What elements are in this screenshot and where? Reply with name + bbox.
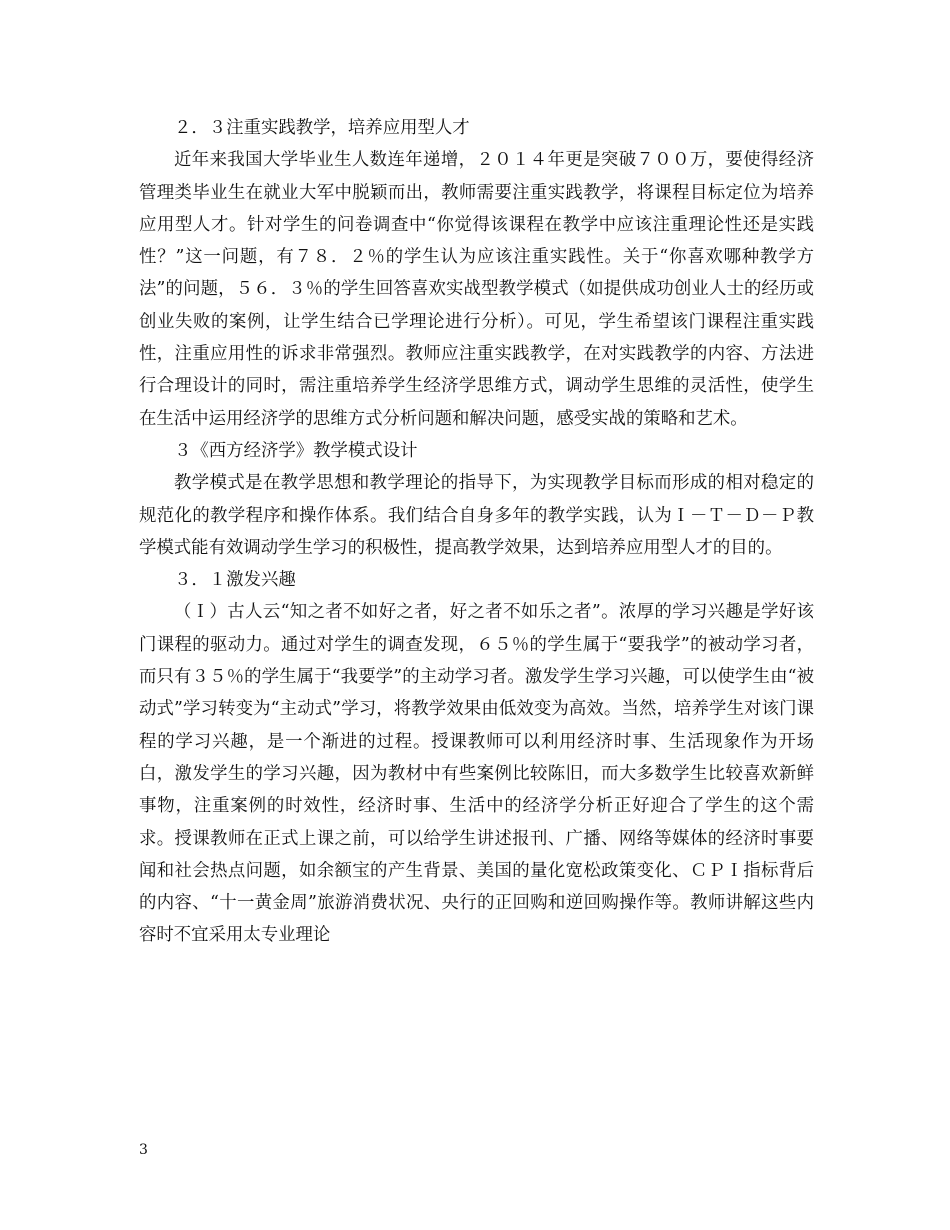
paragraph-stimulate-interest: （Ｉ）古人云“知之者不如好之者，好之者不如乐之者”。浓厚的学习兴趣是学好该门课程的驱动力。通过对学生的调查发现，６５％的学生属于“要我学”的被动学习者，而只有３５％的学生属于“我要学”的主动学习者。激发学生学习兴趣，可以使学生由“被动式”学习转变为“主动式”学习，将教学效果由低效变为高效。当然，培养学生对该门课程的学习兴趣，是一个渐进的过程。授课教师可以利用经济时事、生活现象作为开场白，激发学生的学习兴趣，因为教材中有些案例比较陈旧，而大多数学生比较喜欢新鲜事物，注重案例的时效性，经济时事、生活中的经济学分析正好迎合了学生的这个需求。授课教师在正式上课之前，可以给学生讲述报刊、广播、网络等媒体的经济时事要闻和社会热点问题，如余额宝的产生背景、美国的量化宽松政策变化、ＣＰＩ指标背后的内容、“十一黄金周”旅游消费状况、央行的正回购和逆回购操作等。教师讲解这些内容时不宜采用太专业理论 [139,602,814,946]
document-body [139,112,814,952]
section-heading-3-1: ３．１激发兴趣 [174,570,296,591]
paragraph-practice-teaching: 近年来我国大学毕业生人数连年递增，２０１４年更是突破７００万，要使得经济管理类毕业生在就业大军中脱颖而出，教师需要注重实践教学，将课程目标定位为培养应用型人才。针对学生的问卷调查中“你觉得该课程在教学中应该注重理论性还是实践性？”这一问题，有７８．２％的学生认为应该注重实践性。关于“你喜欢哪种教学方法”的问题，５６．３％的学生回答喜欢实战型教学模式（如提供成功创业人士的经历或创业失败的案例，让学生结合已学理论进行分析）。可见，学生希望该门课程注重实践性，注重应用性的诉求非常强烈。教师应注重实践教学，在对实践教学的内容、方法进行合理设计的同时，需注重培养学生经济学思维方式，调动学生思维的灵活性，使学生在生活中运用经济学的思维方式分析问题和解决问题，感受实战的策略和艺术。 [139,150,814,429]
section-heading-3: ３《西方经济学》教学模式设计 [174,440,418,461]
page-number: 3 [139,1142,148,1158]
paragraph-teaching-model: 教学模式是在教学思想和教学理论的指导下，为实现教学目标而形成的相对稳定的规范化的教学程序和操作体系。我们结合自身多年的教学实践，认为Ｉ－Ｔ－Ｄ－Ｐ教学模式能有效调动学生学习的积极性，提高教学效果，达到培养应用型人才的目的。 [139,473,814,558]
section-heading-2-3: ２．３注重实践教学，培养应用型人才 [174,118,470,138]
